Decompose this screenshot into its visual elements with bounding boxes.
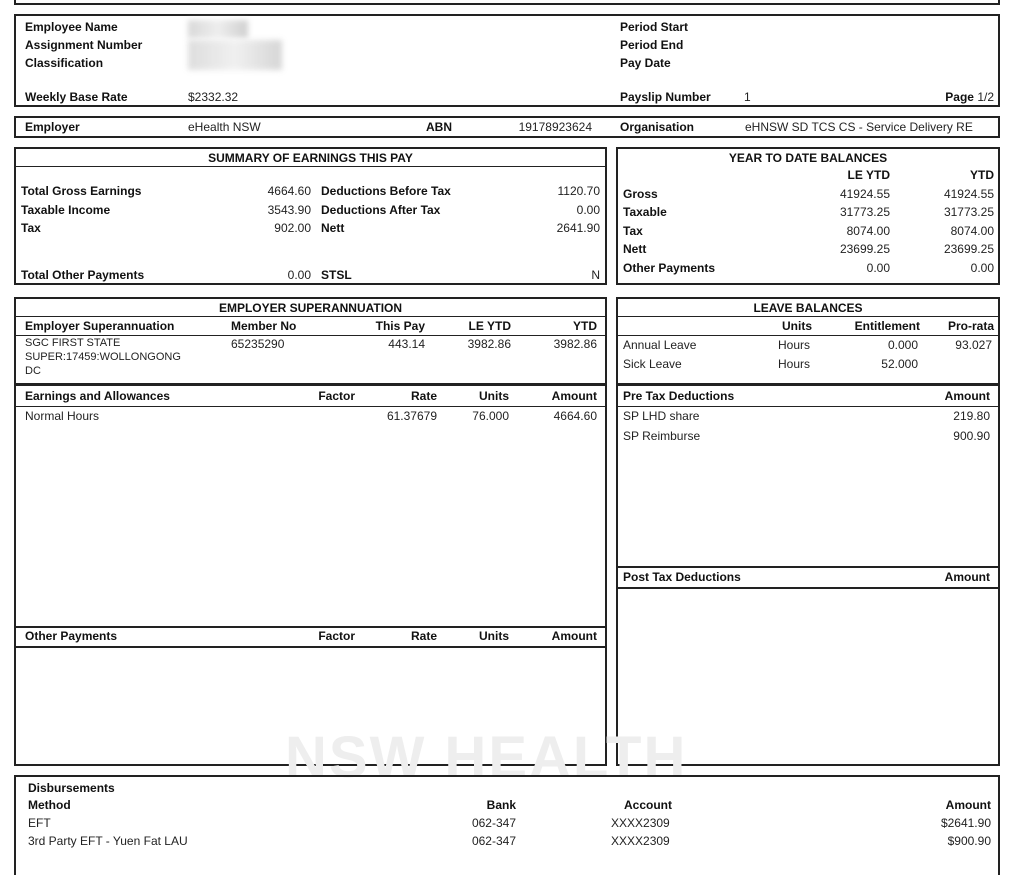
- total-other-payments-value: 0.00: [287, 268, 311, 282]
- ytd-row-label: Taxable: [623, 205, 667, 219]
- ytd-col-le: LE YTD: [847, 168, 890, 182]
- payslip-number-label: Payslip Number: [620, 90, 711, 104]
- ytd-row-le: 0.00: [866, 261, 890, 275]
- pretax-header-amount: Amount: [944, 389, 990, 403]
- assignment-number-label: Assignment Number: [25, 38, 143, 52]
- disbursement-row-method: 3rd Party EFT - Yuen Fat LAU: [28, 834, 188, 848]
- earnings-header-label: Earnings and Allowances: [25, 389, 170, 403]
- pretax-row-label: SP Reimburse: [623, 429, 701, 443]
- ytd-row-ytd: 23699.25: [943, 242, 994, 256]
- posttax-top-rule: [618, 566, 998, 568]
- disbursements-header-bank: Bank: [486, 798, 516, 812]
- redacted-employee-details: [188, 20, 248, 38]
- super-fund-line1: SGC FIRST STATE: [25, 337, 121, 349]
- left-details-box: [14, 297, 607, 766]
- pretax-header-rule: [618, 406, 998, 407]
- pretax-top-rule: [618, 383, 998, 386]
- earnings-header-rule: [16, 406, 605, 407]
- ytd-row-ytd: 31773.25: [943, 205, 994, 219]
- ytd-row-label: Gross: [623, 187, 658, 201]
- ytd-row-le: 31773.25: [839, 205, 890, 219]
- earnings-header-rate: Rate: [410, 389, 437, 403]
- disbursement-row-account: XXXX2309: [611, 816, 670, 830]
- leave-title: LEAVE BALANCES: [753, 301, 863, 315]
- disbursement-row-bank: 062-347: [471, 816, 516, 830]
- summary-title: SUMMARY OF EARNINGS THIS PAY: [208, 151, 413, 165]
- top-rule: [14, 0, 1000, 5]
- summary-row-label2: Deductions Before Tax: [321, 184, 451, 198]
- leave-row-label: Sick Leave: [623, 357, 682, 371]
- summary-row-label2: Deductions After Tax: [321, 203, 441, 217]
- ytd-title: YEAR TO DATE BALANCES: [728, 151, 888, 165]
- employee-header-box: [14, 14, 1000, 107]
- disbursement-row-amount: $900.90: [947, 834, 991, 848]
- summary-title-rule: [16, 166, 605, 167]
- earnings-row-rate: 61.37679: [386, 409, 437, 423]
- super-this-pay: 443.14: [388, 337, 425, 351]
- weekly-base-rate-label: Weekly Base Rate: [25, 90, 128, 104]
- super-header-this-pay: This Pay: [375, 319, 425, 333]
- total-other-payments-label: Total Other Payments: [21, 268, 145, 282]
- super-le-ytd: 3982.86: [467, 337, 511, 351]
- leave-header-rule: [618, 335, 998, 336]
- other-payments-top-rule: [16, 626, 605, 628]
- disbursements-header-method: Method: [28, 798, 71, 812]
- super-fund-line2: SUPER:17459:WOLLONGONG: [25, 351, 181, 363]
- super-title-rule: [16, 316, 605, 317]
- earnings-header-factor: Factor: [318, 389, 355, 403]
- organisation-label: Organisation: [620, 120, 695, 134]
- leave-header-entitlement: Entitlement: [854, 319, 920, 333]
- summary-row-value2: 2641.90: [556, 221, 600, 235]
- earnings-header-units: Units: [479, 389, 509, 403]
- earnings-row-units: 76.000: [472, 409, 509, 423]
- super-member-no: 65235290: [231, 337, 285, 351]
- ytd-row-le: 23699.25: [839, 242, 890, 256]
- page-indicator: [945, 90, 994, 104]
- ytd-row-label: Other Payments: [623, 261, 716, 275]
- leave-row-entitlement: 0.000: [887, 338, 918, 352]
- classification-label: Classification: [25, 56, 104, 70]
- super-header-fund: Employer Superannuation: [25, 319, 175, 333]
- other-payments-header-factor: Factor: [318, 629, 355, 643]
- earnings-top-rule: [16, 383, 605, 386]
- payslip-number-value: 1: [744, 90, 751, 104]
- summary-row-value2: 0.00: [576, 203, 600, 217]
- ytd-row-ytd: 41924.55: [943, 187, 994, 201]
- period-start-label: Period Start: [620, 20, 689, 34]
- disbursements-box: [14, 775, 1000, 875]
- posttax-header-label: Post Tax Deductions: [623, 570, 741, 584]
- employer-bar: [14, 116, 1000, 138]
- ytd-row-le: 8074.00: [846, 224, 890, 238]
- pretax-header-label: Pre Tax Deductions: [623, 389, 735, 403]
- watermark: NSW HEALTH: [285, 725, 688, 790]
- disbursement-row-bank: 062-347: [471, 834, 516, 848]
- disbursement-row-method: EFT: [28, 816, 51, 830]
- summary-box: [14, 147, 607, 285]
- super-header-le-ytd: LE YTD: [468, 319, 511, 333]
- summary-row-label2: Nett: [321, 221, 345, 235]
- period-end-label: Period End: [620, 38, 684, 52]
- super-header-rule: [16, 335, 605, 336]
- other-payments-header-units: Units: [479, 629, 509, 643]
- pretax-row-label: SP LHD share: [623, 409, 700, 423]
- pretax-row-amount: 219.80: [953, 409, 990, 423]
- abn-value: 19178923624: [518, 120, 592, 134]
- leave-row-units: Hours: [778, 357, 811, 371]
- other-payments-header-rate: Rate: [410, 629, 437, 643]
- abn-label: ABN: [426, 120, 452, 134]
- ytd-row-label: Nett: [623, 242, 647, 256]
- pay-date-label: Pay Date: [620, 56, 671, 70]
- other-payments-header-label: Other Payments: [25, 629, 118, 643]
- summary-row-label: Total Gross Earnings: [21, 184, 142, 198]
- posttax-header-amount: Amount: [944, 570, 990, 584]
- weekly-base-rate-value: $2332.32: [188, 90, 239, 104]
- stsl-label: STSL: [321, 268, 352, 282]
- super-header-member: Member No: [231, 319, 297, 333]
- page-label: Page: [945, 90, 974, 104]
- leave-title-rule: [618, 316, 998, 317]
- super-header-ytd: YTD: [573, 319, 597, 333]
- disbursements-header-amount: Amount: [945, 798, 991, 812]
- summary-row-value: 3543.90: [267, 203, 311, 217]
- redacted-employee-details-2: [188, 40, 282, 70]
- earnings-row-label: Normal Hours: [25, 409, 100, 423]
- other-payments-header-amount: Amount: [551, 629, 597, 643]
- summary-row-value2: 1120.70: [557, 184, 600, 198]
- ytd-balances-box: [616, 147, 1000, 285]
- super-fund-line3: DC: [25, 365, 41, 377]
- summary-row-value: 902.00: [274, 221, 311, 235]
- page-value: 1/2: [977, 90, 994, 104]
- employer-label: Employer: [25, 120, 80, 134]
- summary-row-label: Tax: [21, 221, 41, 235]
- leave-row-units: Hours: [778, 338, 811, 352]
- pretax-row-amount: 900.90: [953, 429, 990, 443]
- super-ytd: 3982.86: [553, 337, 597, 351]
- other-payments-header-rule: [16, 646, 605, 648]
- super-title: EMPLOYER SUPERANNUATION: [218, 301, 403, 315]
- organisation-value: eHNSW SD TCS CS - Service Delivery RE: [745, 120, 973, 134]
- disbursements-header-account: Account: [624, 798, 672, 812]
- right-details-box: [616, 297, 1000, 766]
- ytd-row-label: Tax: [623, 224, 643, 238]
- ytd-row-ytd: 8074.00: [950, 224, 994, 238]
- posttax-header-rule: [618, 587, 998, 589]
- summary-row-label: Taxable Income: [21, 203, 111, 217]
- stsl-value: N: [591, 268, 600, 282]
- leave-header-units: Units: [782, 319, 812, 333]
- leave-row-prorata: 93.027: [955, 338, 992, 352]
- leave-row-label: Annual Leave: [623, 338, 697, 352]
- disbursement-row-account: XXXX2309: [611, 834, 670, 848]
- ytd-row-ytd: 0.00: [970, 261, 994, 275]
- disbursement-row-amount: $2641.90: [940, 816, 991, 830]
- ytd-col-ytd: YTD: [970, 168, 994, 182]
- earnings-header-amount: Amount: [551, 389, 597, 403]
- leave-header-prorata: Pro-rata: [947, 319, 994, 333]
- employer-value: eHealth NSW: [188, 120, 261, 134]
- earnings-row-amount: 4664.60: [553, 409, 597, 423]
- employee-name-label: Employee Name: [25, 20, 118, 34]
- disbursements-title: Disbursements: [28, 781, 115, 795]
- ytd-row-le: 41924.55: [839, 187, 890, 201]
- leave-row-entitlement: 52.000: [881, 357, 918, 371]
- summary-row-value: 4664.60: [267, 184, 311, 198]
